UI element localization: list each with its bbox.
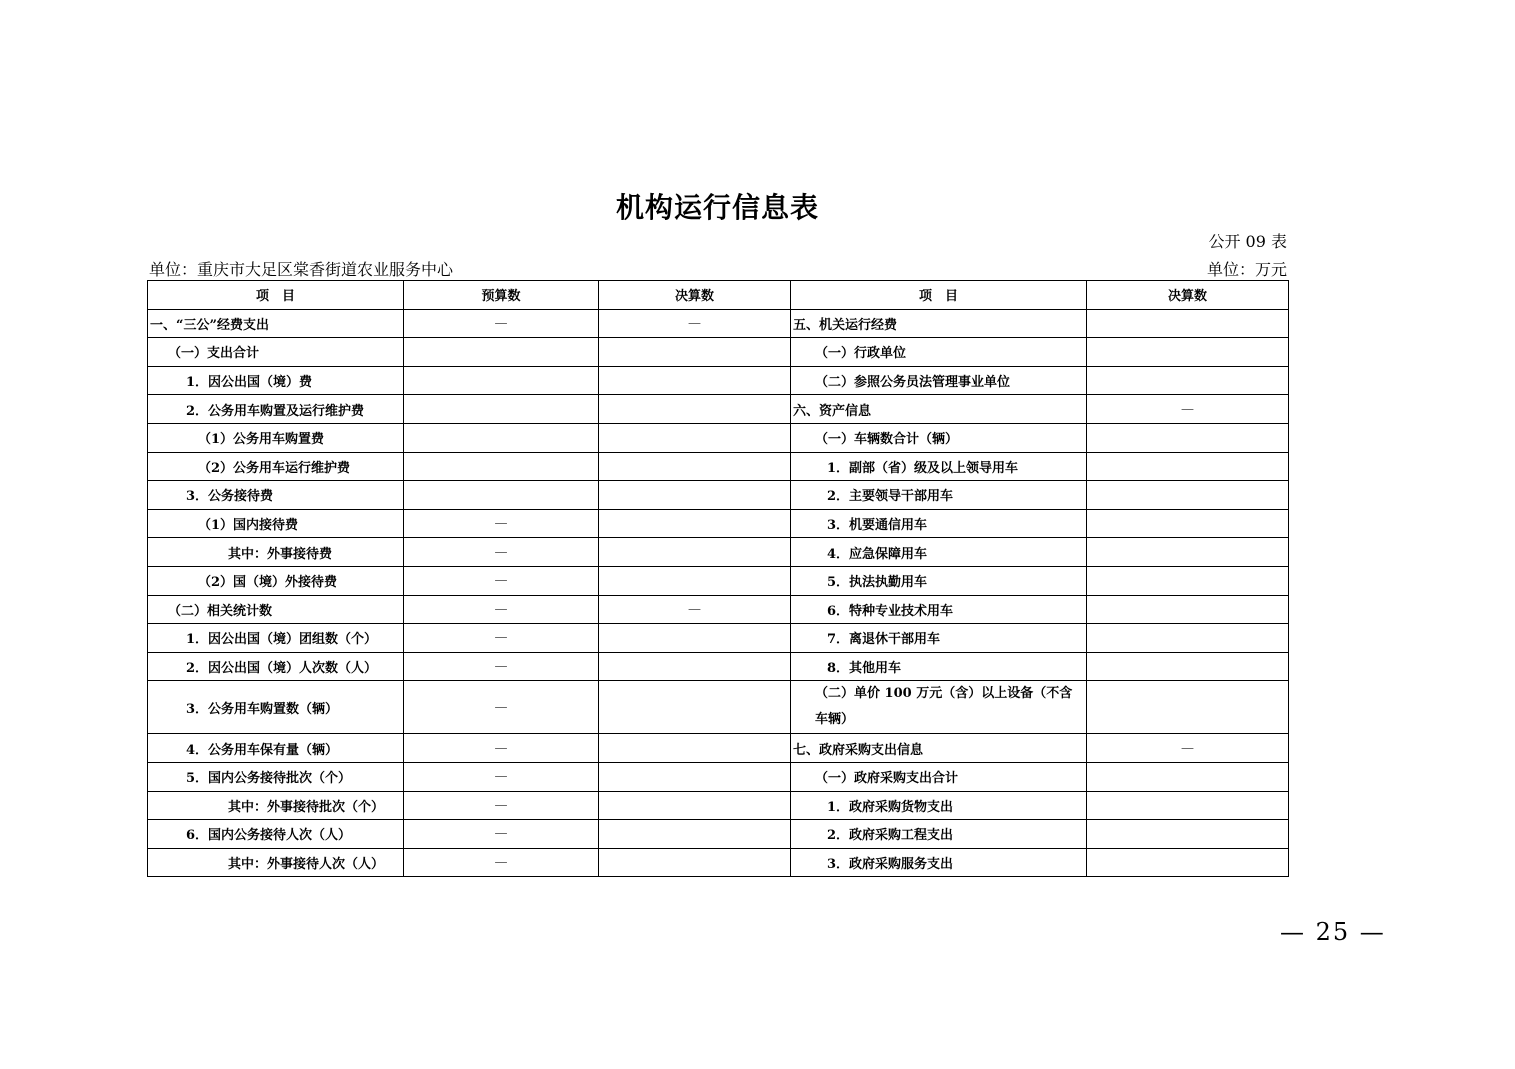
table-body: [148, 309, 1289, 877]
row-right-final-value: [1087, 366, 1289, 395]
row-right-final-value: —: [1087, 395, 1289, 424]
row-right-final-value: [1087, 509, 1289, 538]
row-right-final-value: [1087, 481, 1289, 510]
row-left-item: 1．因公出国（境）费: [148, 366, 404, 395]
row-right-item: 五、机关运行经费: [791, 309, 1087, 338]
header-final-right: 决算数: [1087, 281, 1289, 310]
table-row: [148, 452, 1289, 481]
table-row: [148, 309, 1289, 338]
row-right-item: 2．政府采购工程支出: [791, 820, 1087, 849]
row-right-final-value: [1087, 762, 1289, 791]
header-final-left: 决算数: [599, 281, 791, 310]
row-right-item: 6．特种专业技术用车: [791, 595, 1087, 624]
row-budget-value: [404, 366, 599, 395]
table-row: [148, 509, 1289, 538]
row-left-item: （2）公务用车运行维护费: [148, 452, 404, 481]
row-left-item: （1）国内接待费: [148, 509, 404, 538]
table-row: [148, 820, 1289, 849]
row-final-value: —: [599, 309, 791, 338]
row-final-value: [599, 366, 791, 395]
row-budget-value: —: [404, 509, 599, 538]
row-right-final-value: [1087, 309, 1289, 338]
row-left-item: 3．公务接待费: [148, 481, 404, 510]
row-final-value: [599, 791, 791, 820]
row-budget-value: —: [404, 309, 599, 338]
row-budget-value: —: [404, 734, 599, 763]
row-final-value: [599, 566, 791, 595]
row-left-item: 3．公务用车购置数（辆）: [148, 681, 404, 734]
row-left-item: 6．国内公务接待人次（人）: [148, 820, 404, 849]
row-final-value: [599, 452, 791, 481]
row-left-item: 其中：外事接待费: [148, 538, 404, 567]
row-left-item: 一、“三公”经费支出: [148, 309, 404, 338]
row-budget-value: —: [404, 820, 599, 849]
row-left-item: 其中：外事接待批次（个）: [148, 791, 404, 820]
row-right-final-value: [1087, 452, 1289, 481]
row-budget-value: —: [404, 566, 599, 595]
row-right-final-value: [1087, 566, 1289, 595]
header-budget: 预算数: [404, 281, 599, 310]
table-header-row: [148, 281, 1289, 310]
row-budget-value: [404, 481, 599, 510]
row-budget-value: [404, 452, 599, 481]
row-right-item: 六、资产信息: [791, 395, 1087, 424]
row-budget-value: —: [404, 681, 599, 734]
row-left-item: 4．公务用车保有量（辆）: [148, 734, 404, 763]
table-row: [148, 762, 1289, 791]
table-row: [148, 538, 1289, 567]
row-right-final-value: [1087, 791, 1289, 820]
row-right-item: 3．机要通信用车: [791, 509, 1087, 538]
row-budget-value: —: [404, 762, 599, 791]
row-right-item: （二）单价 100 万元（含）以上设备（不含车辆）: [791, 681, 1087, 734]
row-right-item: （二）参照公务员法管理事业单位: [791, 366, 1087, 395]
row-budget-value: —: [404, 538, 599, 567]
row-right-final-value: —: [1087, 734, 1289, 763]
row-final-value: [599, 820, 791, 849]
table-row: [148, 366, 1289, 395]
row-final-value: [599, 395, 791, 424]
row-right-final-value: [1087, 338, 1289, 367]
row-final-value: [599, 762, 791, 791]
row-left-item: （1）公务用车购置费: [148, 423, 404, 452]
table-row: [148, 652, 1289, 681]
row-right-item: （一）行政单位: [791, 338, 1087, 367]
table-row: [148, 395, 1289, 424]
row-final-value: [599, 624, 791, 653]
table-row: [148, 848, 1289, 877]
header-item-left: 项 目: [148, 281, 404, 310]
row-final-value: [599, 338, 791, 367]
row-right-final-value: [1087, 681, 1289, 734]
row-budget-value: —: [404, 848, 599, 877]
row-right-item: 8．其他用车: [791, 652, 1087, 681]
header-item-right: 项 目: [791, 281, 1087, 310]
page-title: 机构运行信息表: [615, 191, 819, 224]
row-final-value: [599, 681, 791, 734]
row-left-item: 2．因公出国（境）人次数（人）: [148, 652, 404, 681]
table-row: [148, 481, 1289, 510]
table-row: [148, 624, 1289, 653]
row-right-item: 5．执法执勤用车: [791, 566, 1087, 595]
row-final-value: [599, 734, 791, 763]
currency-unit: 单位：万元: [1206, 260, 1287, 279]
row-right-final-value: [1087, 538, 1289, 567]
row-budget-value: [404, 423, 599, 452]
row-left-item: 其中：外事接待人次（人）: [148, 848, 404, 877]
table-row: [148, 791, 1289, 820]
row-budget-value: [404, 338, 599, 367]
row-left-item: （二）相关统计数: [148, 595, 404, 624]
form-number: 公开 09 表: [1208, 232, 1287, 251]
table-row: [148, 681, 1289, 734]
row-final-value: [599, 652, 791, 681]
row-right-item: 7．离退休干部用车: [791, 624, 1087, 653]
row-right-final-value: [1087, 624, 1289, 653]
row-final-value: [599, 509, 791, 538]
row-left-item: 2．公务用车购置及运行维护费: [148, 395, 404, 424]
row-left-item: 1．因公出国（境）团组数（个）: [148, 624, 404, 653]
row-right-final-value: [1087, 652, 1289, 681]
row-budget-value: [404, 395, 599, 424]
row-right-item: 3．政府采购服务支出: [791, 848, 1087, 877]
row-final-value: [599, 423, 791, 452]
row-left-item: （2）国（境）外接待费: [148, 566, 404, 595]
row-left-item: 5．国内公务接待批次（个）: [148, 762, 404, 791]
row-right-final-value: [1087, 848, 1289, 877]
row-final-value: —: [599, 595, 791, 624]
row-final-value: [599, 481, 791, 510]
page-number: — 25 —: [1280, 918, 1386, 946]
table-row: [148, 338, 1289, 367]
row-right-final-value: [1087, 423, 1289, 452]
row-final-value: [599, 848, 791, 877]
reporting-unit: 单位：重庆市大足区棠香街道农业服务中心: [149, 260, 454, 279]
row-budget-value: —: [404, 791, 599, 820]
table-row: [148, 566, 1289, 595]
table-row: [148, 595, 1289, 624]
row-budget-value: —: [404, 652, 599, 681]
row-right-item: 1．副部（省）级及以上领导用车: [791, 452, 1087, 481]
row-budget-value: —: [404, 624, 599, 653]
table-row: [148, 734, 1289, 763]
row-right-item: 七、政府采购支出信息: [791, 734, 1087, 763]
row-left-item: （一）支出合计: [148, 338, 404, 367]
row-right-final-value: [1087, 595, 1289, 624]
row-budget-value: —: [404, 595, 599, 624]
row-right-item: 2．主要领导干部用车: [791, 481, 1087, 510]
row-right-final-value: [1087, 820, 1289, 849]
table-row: [148, 423, 1289, 452]
row-right-item: 1．政府采购货物支出: [791, 791, 1087, 820]
row-final-value: [599, 538, 791, 567]
row-right-item: （一）政府采购支出合计: [791, 762, 1087, 791]
row-right-item: （一）车辆数合计（辆）: [791, 423, 1087, 452]
info-table: [147, 280, 1289, 877]
row-right-item: 4．应急保障用车: [791, 538, 1087, 567]
